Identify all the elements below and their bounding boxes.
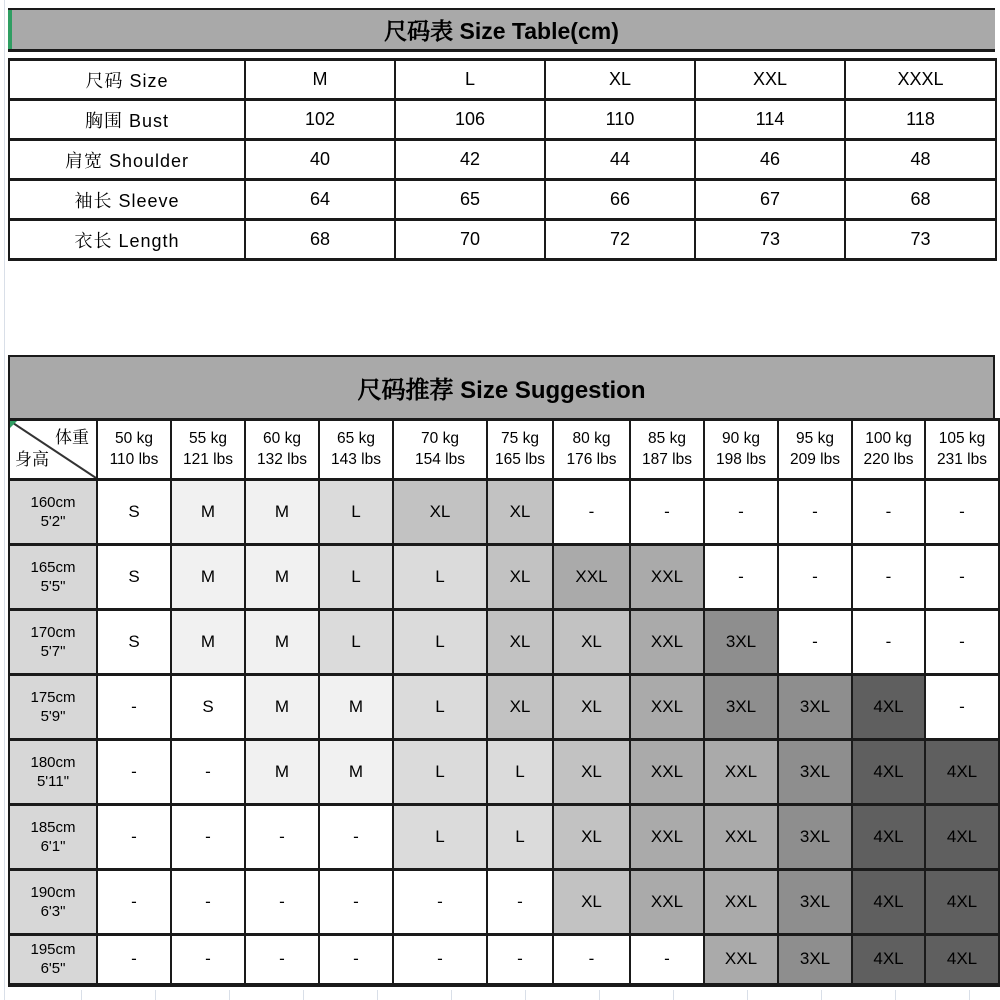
weight-lbs-label: 132 lbs bbox=[257, 450, 307, 468]
weight-column-header bbox=[553, 420, 630, 480]
size-suggestion-cell: XXL bbox=[704, 740, 778, 805]
size-suggestion-cell: XL bbox=[553, 870, 630, 935]
height-row-header bbox=[9, 480, 97, 545]
size-suggestion-cell: - bbox=[319, 870, 393, 935]
size-suggestion-cell: XXL bbox=[630, 805, 704, 870]
weight-column-header bbox=[852, 420, 925, 480]
size-suggestion-cell: L bbox=[319, 480, 393, 545]
measurement-value: 72 bbox=[545, 220, 695, 260]
size-suggestion-cell: - bbox=[630, 935, 704, 985]
size-suggestion-section bbox=[8, 355, 995, 987]
size-table-row bbox=[9, 140, 996, 180]
size-suggestion-cell: - bbox=[171, 805, 245, 870]
height-row-header bbox=[9, 870, 97, 935]
size-suggestion-cell: XXL bbox=[630, 740, 704, 805]
height-row-header bbox=[9, 740, 97, 805]
corner-cell bbox=[9, 420, 97, 480]
height-cm-label: 180cm bbox=[30, 753, 76, 771]
height-cm-label: 195cm bbox=[30, 940, 76, 958]
measurement-value: 42 bbox=[395, 140, 545, 180]
size-suggestion-cell: S bbox=[97, 610, 171, 675]
size-suggestion-cell: M bbox=[245, 675, 319, 740]
measurement-value: 114 bbox=[695, 100, 845, 140]
measurement-value: 44 bbox=[545, 140, 695, 180]
measurement-value: 66 bbox=[545, 180, 695, 220]
size-suggestion-cell: - bbox=[487, 870, 553, 935]
size-suggestion-cell: - bbox=[393, 870, 487, 935]
size-table-title: 尺码表 Size Table(cm) bbox=[384, 18, 619, 44]
size-suggestion-cell: XXL bbox=[553, 545, 630, 610]
weight-kg-label: 85 kg bbox=[648, 429, 686, 447]
size-suggestion-row bbox=[9, 740, 999, 805]
size-suggestion-cell: - bbox=[245, 805, 319, 870]
height-ft-label: 6'5" bbox=[40, 960, 66, 978]
green-corner-marker bbox=[10, 421, 17, 428]
weight-lbs-label: 220 lbs bbox=[863, 450, 914, 468]
size-suggestion-cell: - bbox=[97, 740, 171, 805]
size-suggestion-table bbox=[8, 418, 1000, 987]
size-suggestion-cell: L bbox=[487, 805, 553, 870]
size-column-header: L bbox=[395, 60, 545, 100]
height-ft-label: 5'7" bbox=[40, 643, 66, 660]
weight-kg-label: 50 kg bbox=[115, 429, 153, 447]
size-suggestion-cell: XL bbox=[553, 675, 630, 740]
size-suggestion-cell: - bbox=[852, 480, 925, 545]
size-suggestion-cell: 3XL bbox=[778, 935, 852, 985]
weight-kg-label: 70 kg bbox=[421, 429, 459, 447]
height-cm-label: 190cm bbox=[30, 883, 76, 901]
size-suggestion-cell: XL bbox=[393, 480, 487, 545]
weight-kg-label: 55 kg bbox=[189, 429, 227, 447]
size-suggestion-cell: - bbox=[245, 870, 319, 935]
size-suggestion-cell: - bbox=[778, 610, 852, 675]
size-suggestion-cell: M bbox=[319, 740, 393, 805]
weight-lbs-label: 198 lbs bbox=[716, 450, 766, 468]
size-suggestion-cell: XL bbox=[487, 480, 553, 545]
measurement-value: 68 bbox=[845, 180, 996, 220]
size-suggestion-cell: M bbox=[245, 480, 319, 545]
weight-column-header bbox=[393, 420, 487, 480]
measurement-value: 67 bbox=[695, 180, 845, 220]
height-row-header bbox=[9, 935, 97, 985]
size-suggestion-cell: - bbox=[925, 610, 999, 675]
weight-kg-label: 60 kg bbox=[263, 429, 301, 447]
height-row-header bbox=[9, 610, 97, 675]
height-ft-label: 5'9" bbox=[40, 708, 66, 725]
size-suggestion-cell: - bbox=[171, 935, 245, 985]
size-suggestion-cell: - bbox=[97, 675, 171, 740]
measurement-value: 106 bbox=[395, 100, 545, 140]
size-suggestion-header-row bbox=[9, 420, 999, 480]
size-suggestion-cell: L bbox=[319, 610, 393, 675]
size-suggestion-cell: 4XL bbox=[925, 740, 999, 805]
measurement-value: 68 bbox=[245, 220, 395, 260]
height-row-header bbox=[9, 675, 97, 740]
size-suggestion-cell: S bbox=[97, 545, 171, 610]
size-table-row bbox=[9, 180, 996, 220]
measurement-value: 48 bbox=[845, 140, 996, 180]
size-suggestion-cell: XL bbox=[553, 805, 630, 870]
size-suggestion-cell: - bbox=[704, 480, 778, 545]
weight-column-header bbox=[487, 420, 553, 480]
size-suggestion-cell: - bbox=[393, 935, 487, 985]
weight-kg-label: 65 kg bbox=[337, 429, 375, 447]
size-suggestion-cell: - bbox=[553, 935, 630, 985]
size-suggestion-cell: - bbox=[778, 545, 852, 610]
weight-kg-label: 95 kg bbox=[796, 429, 834, 447]
weight-kg-label: 75 kg bbox=[501, 429, 539, 447]
size-suggestion-cell: M bbox=[319, 675, 393, 740]
size-suggestion-cell: L bbox=[487, 740, 553, 805]
height-cm-label: 175cm bbox=[30, 688, 76, 706]
size-suggestion-cell: - bbox=[171, 740, 245, 805]
height-ft-label: 5'2" bbox=[40, 513, 66, 530]
size-suggestion-cell: - bbox=[925, 480, 999, 545]
size-suggestion-cell: 4XL bbox=[852, 740, 925, 805]
size-column-header: M bbox=[245, 60, 395, 100]
size-table-title-bar bbox=[8, 8, 995, 52]
size-suggestion-cell: - bbox=[319, 805, 393, 870]
size-column-header: XL bbox=[545, 60, 695, 100]
size-suggestion-cell: - bbox=[245, 935, 319, 985]
weight-axis-label: 体重 bbox=[55, 428, 89, 447]
size-suggestion-cell: 4XL bbox=[925, 805, 999, 870]
sheet-left-gridline bbox=[4, 0, 5, 1000]
measurement-value: 110 bbox=[545, 100, 695, 140]
size-suggestion-row bbox=[9, 545, 999, 610]
size-suggestion-header bbox=[9, 420, 999, 480]
weight-column-header bbox=[171, 420, 245, 480]
height-ft-label: 5'11" bbox=[36, 773, 70, 790]
size-suggestion-cell: L bbox=[393, 610, 487, 675]
weight-kg-label: 105 kg bbox=[938, 429, 986, 447]
size-suggestion-cell: - bbox=[97, 805, 171, 870]
size-table-body bbox=[9, 100, 996, 260]
weight-column-header bbox=[630, 420, 704, 480]
height-row-header bbox=[9, 545, 97, 610]
weight-kg-label: 90 kg bbox=[722, 429, 760, 447]
size-suggestion-row bbox=[9, 935, 999, 985]
measurement-value: 70 bbox=[395, 220, 545, 260]
weight-kg-label: 100 kg bbox=[865, 429, 912, 447]
height-cm-label: 165cm bbox=[30, 558, 76, 576]
size-suggestion-cell: M bbox=[171, 480, 245, 545]
weight-lbs-label: 110 lbs bbox=[109, 450, 159, 468]
size-suggestion-cell: - bbox=[925, 545, 999, 610]
height-ft-label: 6'3" bbox=[40, 903, 66, 920]
measurement-value: 64 bbox=[245, 180, 395, 220]
height-axis-label: 身高 bbox=[15, 450, 49, 470]
size-suggestion-cell: 3XL bbox=[778, 675, 852, 740]
size-suggestion-cell: - bbox=[704, 545, 778, 610]
height-ft-label: 5'5" bbox=[40, 578, 66, 595]
size-suggestion-cell: 3XL bbox=[704, 675, 778, 740]
size-suggestion-cell: - bbox=[630, 480, 704, 545]
size-suggestion-cell: 4XL bbox=[852, 805, 925, 870]
size-suggestion-cell: XXL bbox=[630, 870, 704, 935]
size-suggestion-row bbox=[9, 805, 999, 870]
size-suggestion-cell: - bbox=[97, 935, 171, 985]
size-suggestion-cell: M bbox=[245, 740, 319, 805]
size-suggestion-cell: M bbox=[171, 610, 245, 675]
size-suggestion-cell: 3XL bbox=[704, 610, 778, 675]
size-header-label: 尺码 Size bbox=[9, 60, 245, 100]
size-table-row bbox=[9, 100, 996, 140]
weight-lbs-label: 209 lbs bbox=[790, 450, 840, 468]
size-suggestion-cell: - bbox=[852, 545, 925, 610]
weight-column-header bbox=[319, 420, 393, 480]
weight-lbs-label: 176 lbs bbox=[566, 450, 617, 468]
measurement-value: 40 bbox=[245, 140, 395, 180]
size-suggestion-cell: L bbox=[319, 545, 393, 610]
size-column-header: XXXL bbox=[845, 60, 996, 100]
size-suggestion-cell: XL bbox=[553, 610, 630, 675]
size-suggestion-cell: 4XL bbox=[925, 935, 999, 985]
size-table-header-row bbox=[9, 60, 996, 100]
measurement-label: 袖长 Sleeve bbox=[9, 180, 245, 220]
size-suggestion-cell: 4XL bbox=[852, 675, 925, 740]
size-suggestion-title: 尺码推荐 Size Suggestion bbox=[357, 377, 646, 404]
weight-lbs-label: 165 lbs bbox=[495, 450, 545, 468]
height-cm-label: 185cm bbox=[30, 818, 76, 836]
size-suggestion-cell: L bbox=[393, 805, 487, 870]
measurement-value: 73 bbox=[845, 220, 996, 260]
size-suggestion-row bbox=[9, 480, 999, 545]
size-suggestion-cell: S bbox=[97, 480, 171, 545]
weight-column-header bbox=[704, 420, 778, 480]
green-accent-strip bbox=[8, 10, 12, 49]
size-suggestion-body bbox=[9, 480, 999, 985]
measurement-label: 胸围 Bust bbox=[9, 100, 245, 140]
weight-column-header bbox=[778, 420, 852, 480]
size-suggestion-title-bar bbox=[8, 355, 995, 418]
size-suggestion-row bbox=[9, 870, 999, 935]
size-suggestion-cell: 4XL bbox=[925, 870, 999, 935]
size-column-header: XXL bbox=[695, 60, 845, 100]
weight-column-header bbox=[245, 420, 319, 480]
size-table bbox=[8, 58, 997, 261]
measurement-value: 118 bbox=[845, 100, 996, 140]
height-cm-label: 170cm bbox=[30, 623, 76, 641]
measurement-label: 衣长 Length bbox=[9, 220, 245, 260]
weight-kg-label: 80 kg bbox=[572, 429, 611, 447]
weight-lbs-label: 154 lbs bbox=[415, 450, 465, 468]
height-ft-label: 6'1" bbox=[40, 838, 66, 855]
size-table-header bbox=[9, 60, 996, 100]
size-suggestion-cell: - bbox=[553, 480, 630, 545]
size-suggestion-cell: S bbox=[171, 675, 245, 740]
size-suggestion-cell: - bbox=[778, 480, 852, 545]
size-suggestion-cell: - bbox=[97, 870, 171, 935]
size-suggestion-cell: - bbox=[319, 935, 393, 985]
size-suggestion-cell: M bbox=[171, 545, 245, 610]
height-cm-label: 160cm bbox=[30, 493, 76, 511]
size-suggestion-cell: - bbox=[852, 610, 925, 675]
size-suggestion-cell: XXL bbox=[630, 545, 704, 610]
size-suggestion-cell: - bbox=[171, 870, 245, 935]
weight-lbs-label: 231 lbs bbox=[937, 450, 987, 468]
size-table-section bbox=[8, 8, 995, 261]
size-suggestion-cell: XXL bbox=[704, 935, 778, 985]
size-suggestion-cell: 4XL bbox=[852, 870, 925, 935]
size-suggestion-cell: 3XL bbox=[778, 870, 852, 935]
size-suggestion-cell: XL bbox=[487, 545, 553, 610]
measurement-value: 102 bbox=[245, 100, 395, 140]
size-suggestion-cell: XL bbox=[553, 740, 630, 805]
sheet-bottom-gridlines bbox=[8, 990, 995, 1000]
size-suggestion-cell: 4XL bbox=[852, 935, 925, 985]
size-suggestion-cell: - bbox=[487, 935, 553, 985]
measurement-label: 肩宽 Shoulder bbox=[9, 140, 245, 180]
weight-lbs-label: 187 lbs bbox=[642, 450, 692, 468]
size-suggestion-cell: 3XL bbox=[778, 805, 852, 870]
size-suggestion-cell: XXL bbox=[630, 610, 704, 675]
size-suggestion-row bbox=[9, 675, 999, 740]
measurement-value: 46 bbox=[695, 140, 845, 180]
height-row-header bbox=[9, 805, 97, 870]
size-suggestion-cell: L bbox=[393, 545, 487, 610]
size-suggestion-cell: 3XL bbox=[778, 740, 852, 805]
size-suggestion-cell: M bbox=[245, 545, 319, 610]
size-suggestion-cell: L bbox=[393, 675, 487, 740]
size-table-row bbox=[9, 220, 996, 260]
measurement-value: 65 bbox=[395, 180, 545, 220]
size-suggestion-cell: M bbox=[245, 610, 319, 675]
weight-column-header bbox=[97, 420, 171, 480]
weight-lbs-label: 143 lbs bbox=[331, 450, 381, 468]
size-suggestion-cell: XXL bbox=[704, 870, 778, 935]
measurement-value: 73 bbox=[695, 220, 845, 260]
size-suggestion-cell: XL bbox=[487, 610, 553, 675]
size-suggestion-cell: XXL bbox=[704, 805, 778, 870]
weight-lbs-label: 121 lbs bbox=[183, 450, 233, 468]
size-suggestion-cell: - bbox=[925, 675, 999, 740]
size-suggestion-cell: L bbox=[393, 740, 487, 805]
size-suggestion-row bbox=[9, 610, 999, 675]
weight-column-header bbox=[925, 420, 999, 480]
size-suggestion-cell: XL bbox=[487, 675, 553, 740]
size-suggestion-cell: XXL bbox=[630, 675, 704, 740]
